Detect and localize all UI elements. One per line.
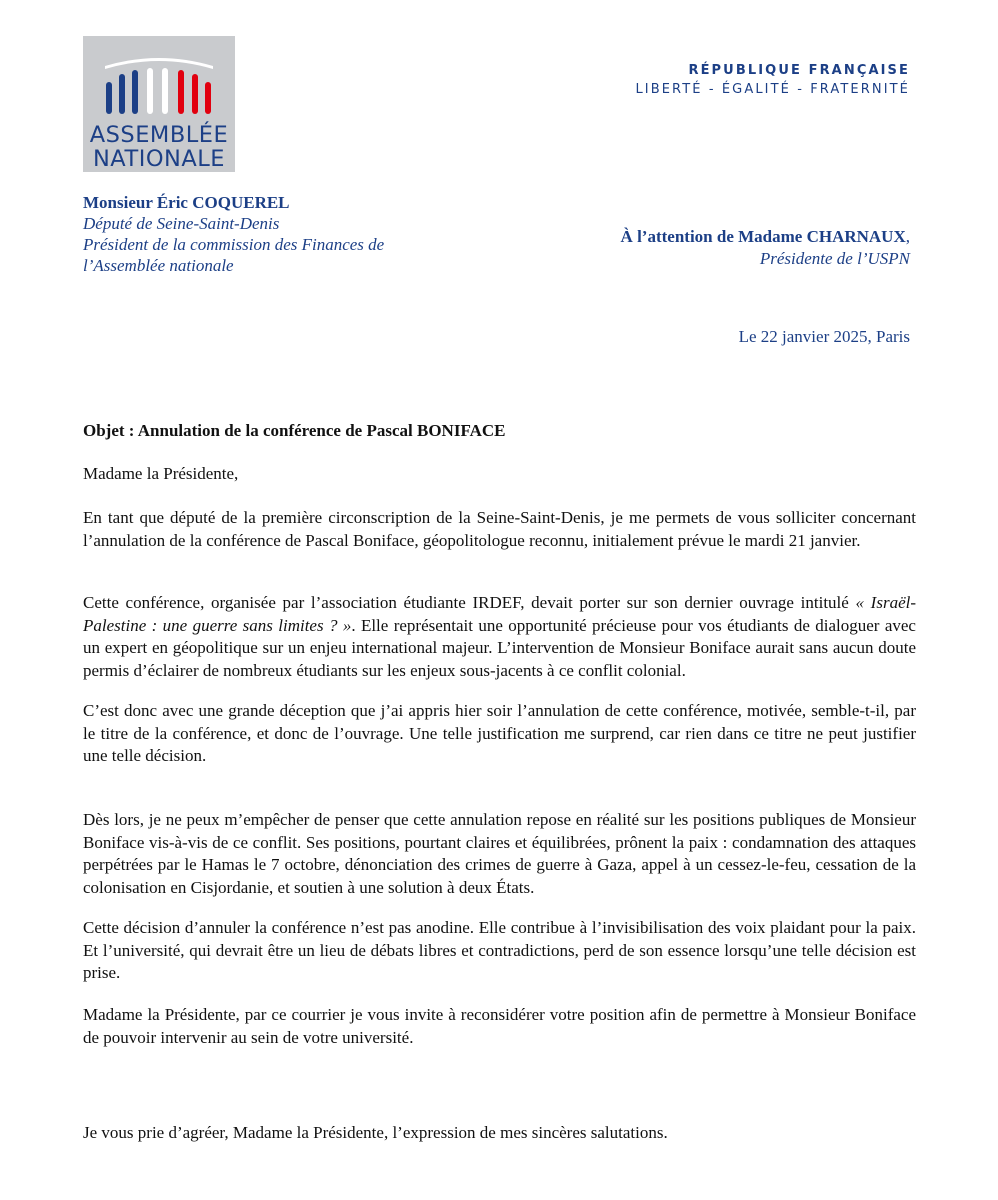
paragraph-2-rest: . Elle représentait une opportunité précieuse pour vos étudiants de dialoguer avec un expert en géopolitique sur un enjeu international majeur. L’intervention de Monsieur Boniface aurait sans aucun doute permis d’éclairer de nombreux étudiants sur les enjeux sous-jacents à ce conflit colonial. bbox=[83, 615, 916, 680]
letter-closing: Je vous prie d’agréer, Madame la Présidente, l’expression de mes sincères salutations. bbox=[83, 1123, 668, 1142]
paragraph-1: En tant que député de la première circonscription de la Seine-Saint-Denis, je me permets de vous solliciter concernant l’annulation de la conférence de Pascal Boniface, géopolitologue reconnu, initialement prévue le mardi 21 janvier. bbox=[83, 508, 916, 550]
sender-block bbox=[83, 192, 384, 276]
sender-name: Monsieur Éric COQUEREL bbox=[83, 193, 290, 212]
logo-column bbox=[147, 68, 153, 114]
assemblee-nationale-logo bbox=[83, 36, 235, 172]
letter-subject: Objet : Annulation de la conférence de Pascal BONIFACE bbox=[83, 421, 506, 440]
recipient-attention-text: À l’attention de Madame CHARNAUX bbox=[620, 227, 906, 246]
book-title: « Israël-Palestine : une guerre sans limites ? » bbox=[83, 593, 916, 635]
hemicycle-icon bbox=[83, 36, 235, 126]
paragraph-2-intro: Cette conférence, organisée par l’association étudiante IRDEF, devait porter sur son dernier ouvrage intitulé bbox=[83, 593, 856, 612]
recipient-attention bbox=[621, 226, 910, 248]
sender-role-1: Député de Seine-Saint-Denis bbox=[83, 214, 280, 233]
logo-text-nationale: NATIONALE bbox=[92, 146, 226, 172]
recipient-comma: , bbox=[905, 227, 910, 246]
logo-column bbox=[178, 70, 184, 114]
paragraph-5: Cette décision d’annuler la conférence n’est pas anodine. Elle contribue à l’invisibilisation des voix plaidant pour la paix. Et l’université, qui devrait être un lieu de débats libres et contradictions, perd de son essence lorsqu’une telle décision est prise. bbox=[83, 918, 916, 983]
logo-column bbox=[205, 82, 211, 114]
republique-francaise-header bbox=[635, 62, 910, 100]
letter-date: Le 22 janvier 2025, Paris bbox=[738, 327, 910, 346]
paragraph-4: Dès lors, je ne peux m’empêcher de penser que cette annulation repose en réalité sur les positions publiques de Monsieur Boniface vis-à-vis de ce conflit. Ses positions, pourtant claires et équilibrées, prônent la paix : condamnation des attaques perpétrées par le Hamas le 7 octobre, dénonciation des crimes de guerre à Gaza, appel à un cessez-le-feu, cessation de la colonisation en Cisjordanie, et soutien à une solution à deux États. bbox=[83, 810, 916, 897]
logo-column bbox=[132, 70, 138, 114]
recipient-title: Présidente de l’USPN bbox=[759, 249, 910, 268]
republique-title: RÉPUBLIQUE FRANÇAISE bbox=[688, 63, 910, 78]
sender-role-3: l’Assemblée nationale bbox=[83, 256, 234, 275]
paragraph-3: C’est donc avec une grande déception que j’ai appris hier soir l’annulation de cette conférence, motivée, semble-t-il, par le titre de la conférence, et donc de l’ouvrage. Une telle justification me surprend, car rien dans ce titre ne peut justifier une telle décision. bbox=[83, 701, 916, 766]
paragraph-6: Madame la Présidente, par ce courrier je vous invite à reconsidérer votre position afin de permettre à Monsieur Boniface de pouvoir intervenir au sein de votre université. bbox=[83, 1005, 916, 1047]
logo-column bbox=[192, 74, 198, 114]
sender-role-2: Président de la commission des Finances de bbox=[83, 235, 385, 254]
paragraph-2 bbox=[83, 592, 916, 682]
logo-column bbox=[119, 74, 125, 114]
recipient-block bbox=[621, 226, 910, 270]
logo-column bbox=[162, 68, 168, 114]
letter-salutation: Madame la Présidente, bbox=[83, 464, 239, 483]
republique-motto: LIBERTÉ - ÉGALITÉ - FRATERNITÉ bbox=[635, 82, 910, 97]
logo-column bbox=[106, 82, 112, 114]
logo-text-assemblee: ASSEMBLÉE bbox=[89, 122, 229, 148]
